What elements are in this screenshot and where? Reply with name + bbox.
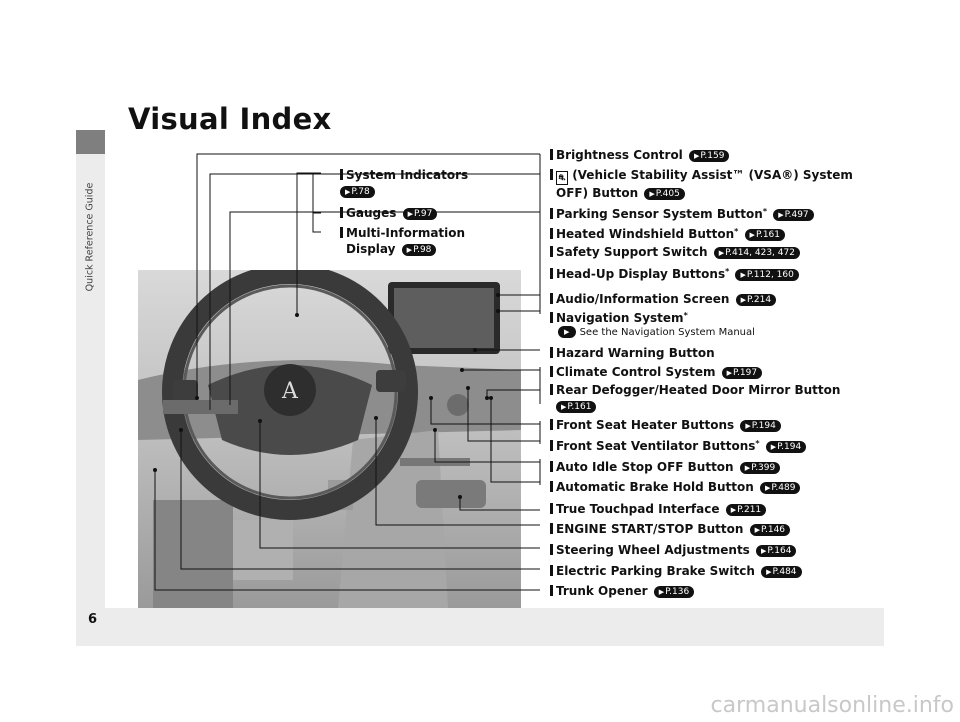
page-ref-parking-brake[interactable]: ▶P.484 <box>761 566 801 578</box>
label-multi-information-display: Multi-Information Display ▶P.98 <box>340 225 465 257</box>
page-ref-touchpad[interactable]: ▶P.211 <box>726 504 766 516</box>
page-ref-vsa-off-button[interactable]: ▶P.405 <box>644 188 684 200</box>
label-navigation-system: Navigation System* <box>550 308 688 326</box>
page-ref-seat-ventilator[interactable]: ▶P.194 <box>766 441 806 453</box>
page-title: Visual Index <box>128 102 332 136</box>
page-ref-gauges[interactable]: ▶P.97 <box>403 208 438 220</box>
label-brightness-control: Brightness Control ▶P.159 <box>550 147 729 163</box>
label-true-touchpad-interface: True Touchpad Interface ▶P.211 <box>550 501 766 517</box>
label-automatic-brake-hold-button: Automatic Brake Hold Button ▶P.489 <box>550 479 800 495</box>
side-tab-label: Quick Reference Guide <box>84 182 96 292</box>
label-steering-wheel-adjustments: Steering Wheel Adjustments ▶P.164 <box>550 542 796 558</box>
page-number: 6 <box>88 612 98 627</box>
label-parking-sensor-button: Parking Sensor System Button* ▶P.497 <box>550 204 814 222</box>
label-front-seat-ventilator-buttons: Front Seat Ventilator Buttons* ▶P.194 <box>550 436 806 454</box>
label-safety-support-switch: Safety Support Switch ▶P.414, 423, 472 <box>550 244 800 260</box>
page-ref-brake-hold[interactable]: ▶P.489 <box>760 482 800 494</box>
label-audio-information-screen: Audio/Information Screen ▶P.214 <box>550 291 776 307</box>
label-heated-windshield-button: Heated Windshield Button* ▶P.161 <box>550 224 785 242</box>
vsa-icon: ⛐ <box>556 171 568 185</box>
svg-text:A: A <box>282 379 298 404</box>
label-electric-parking-brake-switch: Electric Parking Brake Switch ▶P.484 <box>550 563 802 579</box>
page-ref-auto-idle-stop[interactable]: ▶P.399 <box>740 462 780 474</box>
page-ref-trunk-opener[interactable]: ▶P.136 <box>654 586 694 598</box>
page-ref-head-up-display[interactable]: ▶P.112, 160 <box>735 269 798 281</box>
page-ref-heated-windshield[interactable]: ▶P.161 <box>745 229 785 241</box>
page-ref-safety-support[interactable]: ▶P.414, 423, 472 <box>714 247 800 259</box>
page-ref-rear-defogger[interactable]: ▶P.161 <box>556 401 596 413</box>
label-vsa-off-button: ⛐ (Vehicle Stability Assist™ (VSA®) System OFF) Button ▶P.405 <box>550 167 853 201</box>
label-system-indicators: System Indicators ▶P.78 <box>340 167 468 199</box>
label-engine-start-stop-button: ENGINE START/STOP Button ▶P.146 <box>550 521 790 537</box>
arrow-icon: ▶ <box>558 326 576 338</box>
label-hazard-warning-button: Hazard Warning Button <box>550 345 715 361</box>
label-front-seat-heater-buttons: Front Seat Heater Buttons ▶P.194 <box>550 417 781 433</box>
page-ref-audio-screen[interactable]: ▶P.214 <box>736 294 776 306</box>
label-climate-control-system: Climate Control System ▶P.197 <box>550 364 762 380</box>
navigation-manual-note: ▶ See the Navigation System Manual <box>558 326 755 338</box>
label-trunk-opener: Trunk Opener ▶P.136 <box>550 583 694 599</box>
page-ref-brightness-control[interactable]: ▶P.159 <box>689 150 729 162</box>
page-ref-parking-sensor[interactable]: ▶P.497 <box>773 209 813 221</box>
page-ref-system-indicators[interactable]: ▶P.78 <box>340 186 375 198</box>
label-rear-defogger-button: Rear Defogger/Heated Door Mirror Button ▶P.161 <box>550 382 840 414</box>
page-ref-steering-wheel[interactable]: ▶P.164 <box>756 545 796 557</box>
page-ref-engine-start-stop[interactable]: ▶P.146 <box>750 524 790 536</box>
page-ref-multi-information-display[interactable]: ▶P.98 <box>402 244 437 256</box>
page-ref-climate-control[interactable]: ▶P.197 <box>722 367 762 379</box>
label-auto-idle-stop-off-button: Auto Idle Stop OFF Button ▶P.399 <box>550 459 780 475</box>
label-gauges: Gauges ▶P.97 <box>340 205 437 221</box>
page-ref-seat-heater[interactable]: ▶P.194 <box>740 420 780 432</box>
label-head-up-display-buttons: Head-Up Display Buttons* ▶P.112, 160 <box>550 264 799 282</box>
watermark: carmanualsonline.info <box>710 693 954 718</box>
